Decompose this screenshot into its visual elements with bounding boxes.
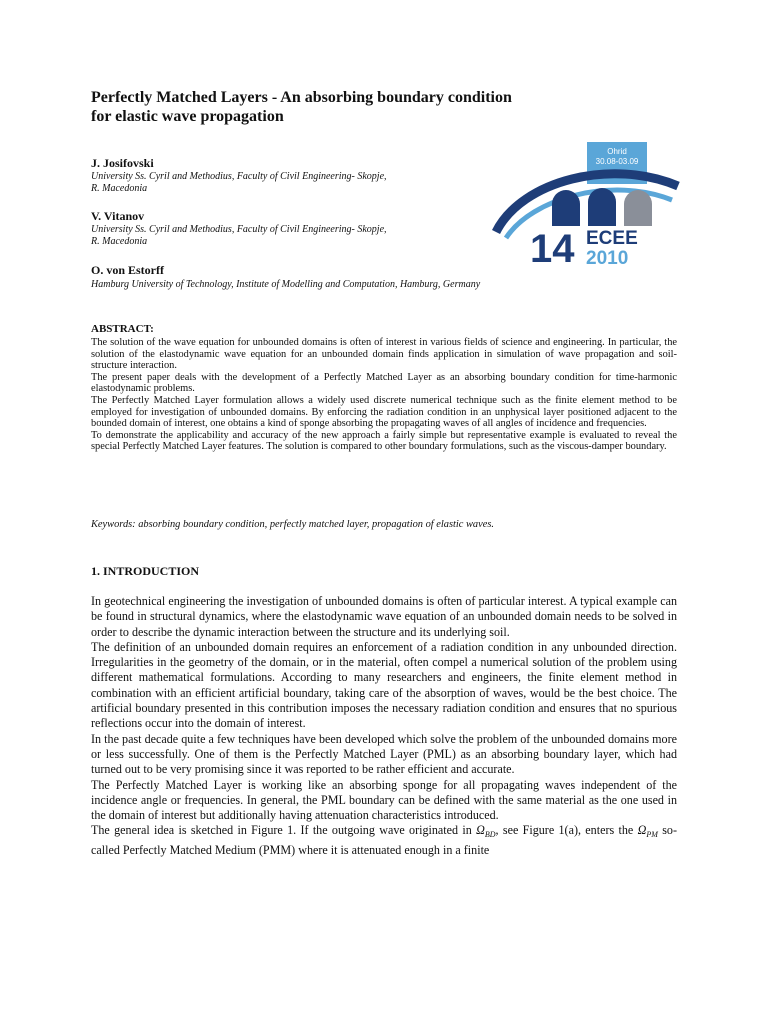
intro-paragraph: In geotechnical engineering the investigation of unbounded domains is often of particular interest. A typical example can be found in structural dynamics, where the elastodynamic wave equation of an unbounded domain needs to be solved in order to describe the dynamic interaction between the structure and its underlying soil. [91,594,677,639]
ecee-2010-logo [492,140,682,270]
abstract-paragraph: The present paper deals with the development of a Perfectly Matched Layer as an absorbing boundary condition for time-harmonic elastodynamic problems. [91,371,677,395]
logo-number: 14 [530,227,575,270]
omega-symbol: Ω [476,823,485,838]
intro-paragraph: The definition of an unbounded domain requires an enforcement of a radiation condition in any unbounded direction. Irregularities in the geometry of the domain, or in the material, often compel a numerical solution of the problem using different mathematical formulations. According to many researchers and engineers, the finite element method in combination with an efficient artificial boundary, taking care of the absorption of waves, would be the best choice. The artificial boundary presented in this contribution imposes the necessary radiation condition and ensures that no spurious reflections occur into the domain of interest. [91,639,677,731]
author-name: J. Josifovski [91,156,154,170]
author-affiliation: Hamburg University of Technology, Institute of Modelling and Computation, Hamburg, Germany [91,279,481,290]
logo-acronym: ECEE [586,228,638,249]
title-line-2: for elastic wave propagation [91,108,284,125]
intro-paragraph: The Perfectly Matched Layer is working like an absorbing sponge for all propagating waves independent of the incidence angle or frequencies. In general, the PML boundary can be defined with the same material as the one used in the domain of interest but additionally having attenuation characteristics introduced. [91,777,677,823]
abstract-heading: ABSTRACT: [91,323,154,335]
omega-symbol: Ω [637,823,647,838]
logo-city: Ohrid [607,147,627,156]
logo-bridge-arch [588,188,616,226]
introduction-body [91,594,677,858]
author-name: O. von Estorff [91,263,164,277]
logo-dates: 30.08-03.09 [595,157,639,166]
author-affiliation: University Ss. Cyril and Methodius, Faculty of Civil Engineering- Skopje, R. Macedonia [91,171,387,194]
abstract-paragraph: The solution of the wave equation for unbounded domains is often of interest in various fields of science and engineering. In particular, the solution of the elastodynamic wave equation for an unbounded domain finds application in simulation of wave propagation and soil-structure interaction. [91,337,677,372]
title-line-1: Perfectly Matched Layers - An absorbing boundary condition [91,89,512,106]
text-run: so-called Perfectly Matched Medium (PMM) where it is attenuated enough in a finite [91,823,677,857]
logo-bridge-arch [552,190,580,226]
logo-bridge-arch [624,190,652,226]
text-run: The general idea is sketched in Figure 1. If the outgoing wave originated in [91,823,477,838]
subscript-pm: PM [646,830,658,840]
keywords: Keywords: absorbing boundary condition, perfectly matched layer, propagation of elastic waves. [91,519,494,530]
subscript-bd: BD [484,830,496,840]
intro-paragraph: In the past decade quite a few techniques have been developed which solve the problem of the unbounded domains more or less successfully. One of them is the Perfectly Matched Layer (PML) as an absorbing boundary layer, which had turned out to be very promising since it was reported to be rather efficient and accurate. [91,731,677,777]
abstract-body [91,337,677,453]
author-name: V. Vitanov [91,209,145,223]
intro-paragraph-figure-ref [91,823,677,858]
logo-year: 2010 [586,248,629,269]
text-run: , see Figure 1(a), enters the [495,823,638,838]
author-affiliation: University Ss. Cyril and Methodius, Faculty of Civil Engineering- Skopje, R. Macedonia [91,224,387,247]
abstract-paragraph: The Perfectly Matched Layer formulation allows a widely used discrete numerical technique such as the finite element method to be employed for investigation of unbounded domains. By enforcing the radiation condition in an unphysical layer positioned adjacent to the bounded domain of interest, one obtains a kind of sponge absorbing the propagating waves of all angles of incidence and frequencies. [91,394,677,430]
section-heading-introduction: 1. INTRODUCTION [91,564,200,578]
paper-title [91,88,611,126]
abstract-paragraph: To demonstrate the applicability and accuracy of the new approach a fairly simple but representative example is evaluated to reveal the special Perfectly Matched Layer features. The solution is compared to other boundary formulations, such as the viscous-damper boundary. [91,429,677,453]
